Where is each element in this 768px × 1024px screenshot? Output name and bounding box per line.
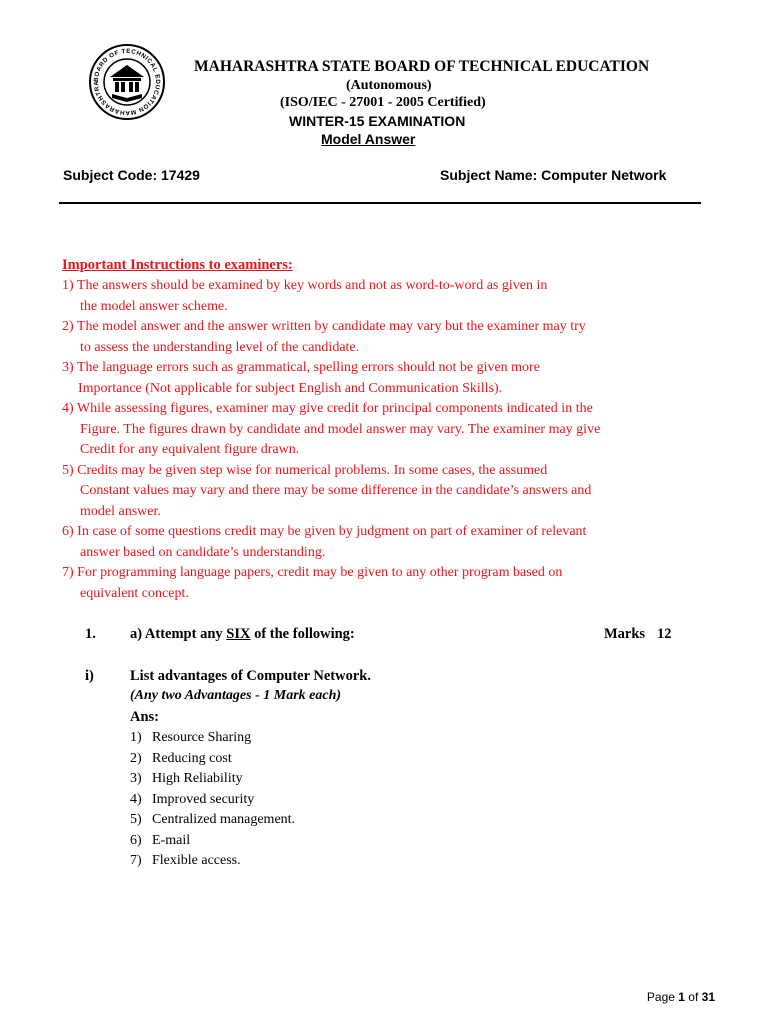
marking-note: (Any two Advantages - 1 Mark each) [130,688,342,703]
of-word: of [684,990,702,1004]
subject-code: Subject Code: 17429 [63,167,200,183]
instruction-line: the model answer scheme. [80,298,228,314]
question-number: 1. [85,626,96,642]
instruction-line: 1) The answers should be examined by key words and not as word-to-word as given in [62,278,548,293]
list-item [130,790,295,811]
page-number [647,990,715,1004]
instruction-line: 3) The language errors such as grammatical, spelling errors should not be given more [62,360,540,375]
instruction-line: 7) For programming language papers, credit may be given to any other program based on [62,565,563,580]
list-item-number: 2) [130,750,142,766]
list-item-number: 7) [130,853,142,868]
sub-question-title: List advantages of Computer Network. [130,668,371,684]
list-item-number: 4) [130,791,142,807]
list-item-number: 1) [130,730,142,745]
list-item [130,728,295,749]
instruction-line: equivalent concept. [80,585,189,601]
instruction-line: Constant values may vary and there may be some difference in the candidate’s answers and [80,483,592,498]
list-item [130,749,295,770]
instruction-line: model answer. [80,503,161,519]
instruction-line: 2) The model answer and the answer written by candidate may vary but the examiner may try [62,319,586,334]
organization-title: MAHARASHTRA STATE BOARD OF TECHNICAL EDUCATION [194,58,650,75]
instruction-line: Importance (Not applicable for subject English and Communication Skills). [78,380,503,396]
list-item-text: Resource Sharing [152,730,252,745]
instruction-line: answer based on candidate’s understanding. [80,544,326,560]
marks-value: 12 [657,626,672,642]
list-item [130,831,295,852]
instructions-heading: Important Instructions to examiners: [62,257,293,273]
list-item-text: E-mail [152,832,191,848]
instruction-line: Figure. The figures drawn by candidate and model answer may vary. The examiner may give [80,421,601,437]
model-answer-label: Model Answer [321,131,416,147]
instruction-line: Credit for any equivalent figure drawn. [80,442,300,457]
instruction-line: 6) In case of some questions credit may be given by judgment on part of examiner of relevant [62,524,587,539]
list-item [130,851,295,872]
iso-certification: (ISO/IEC - 27001 - 2005 Certified) [280,95,486,110]
answer-label: Ans: [130,709,160,725]
logo-ring-text: BOARD OF TECHNICAL EDUCATION MAHARASHTRA [92,47,162,117]
question-part-prefix: a) Attempt any [130,626,227,642]
instruction-line: 5) Credits may be given step wise for numerical problems. In some cases, the assumed [62,462,548,478]
list-item-text: Centralized management. [152,812,296,827]
sub-question-number: i) [85,668,94,684]
list-item-text: Flexible access. [152,853,241,868]
autonomous-label: (Autonomous) [346,78,432,93]
list-item [130,769,295,790]
list-item-number: 6) [130,832,142,848]
list-item [130,810,295,831]
list-item-text: Improved security [152,791,255,807]
page-word: Page [646,990,679,1004]
current-page: 1 [678,990,685,1004]
subject-name: Subject Name: Computer Network [440,167,667,183]
marks-label: Marks [604,626,646,642]
instructions-list [62,276,600,604]
list-item-text: High Reliability [152,771,243,786]
msbte-seal-icon [88,43,166,121]
exam-title: WINTER-15 EXAMINATION [289,113,466,129]
list-item-text: Reducing cost [152,750,232,766]
total-pages: 31 [701,990,715,1004]
instruction-line: 4) While assessing figures, examiner may give credit for principal components indicated in the [62,401,593,416]
question-part-heading [130,626,355,643]
question-part-suffix: of the following: [250,626,355,642]
answer-list [130,728,295,872]
list-item-number: 3) [130,771,142,786]
instruction-line: to assess the understanding level of the candidate. [80,339,360,355]
question-part-six: SIX [226,626,251,642]
header-divider [59,202,701,204]
list-item-number: 5) [130,812,142,827]
